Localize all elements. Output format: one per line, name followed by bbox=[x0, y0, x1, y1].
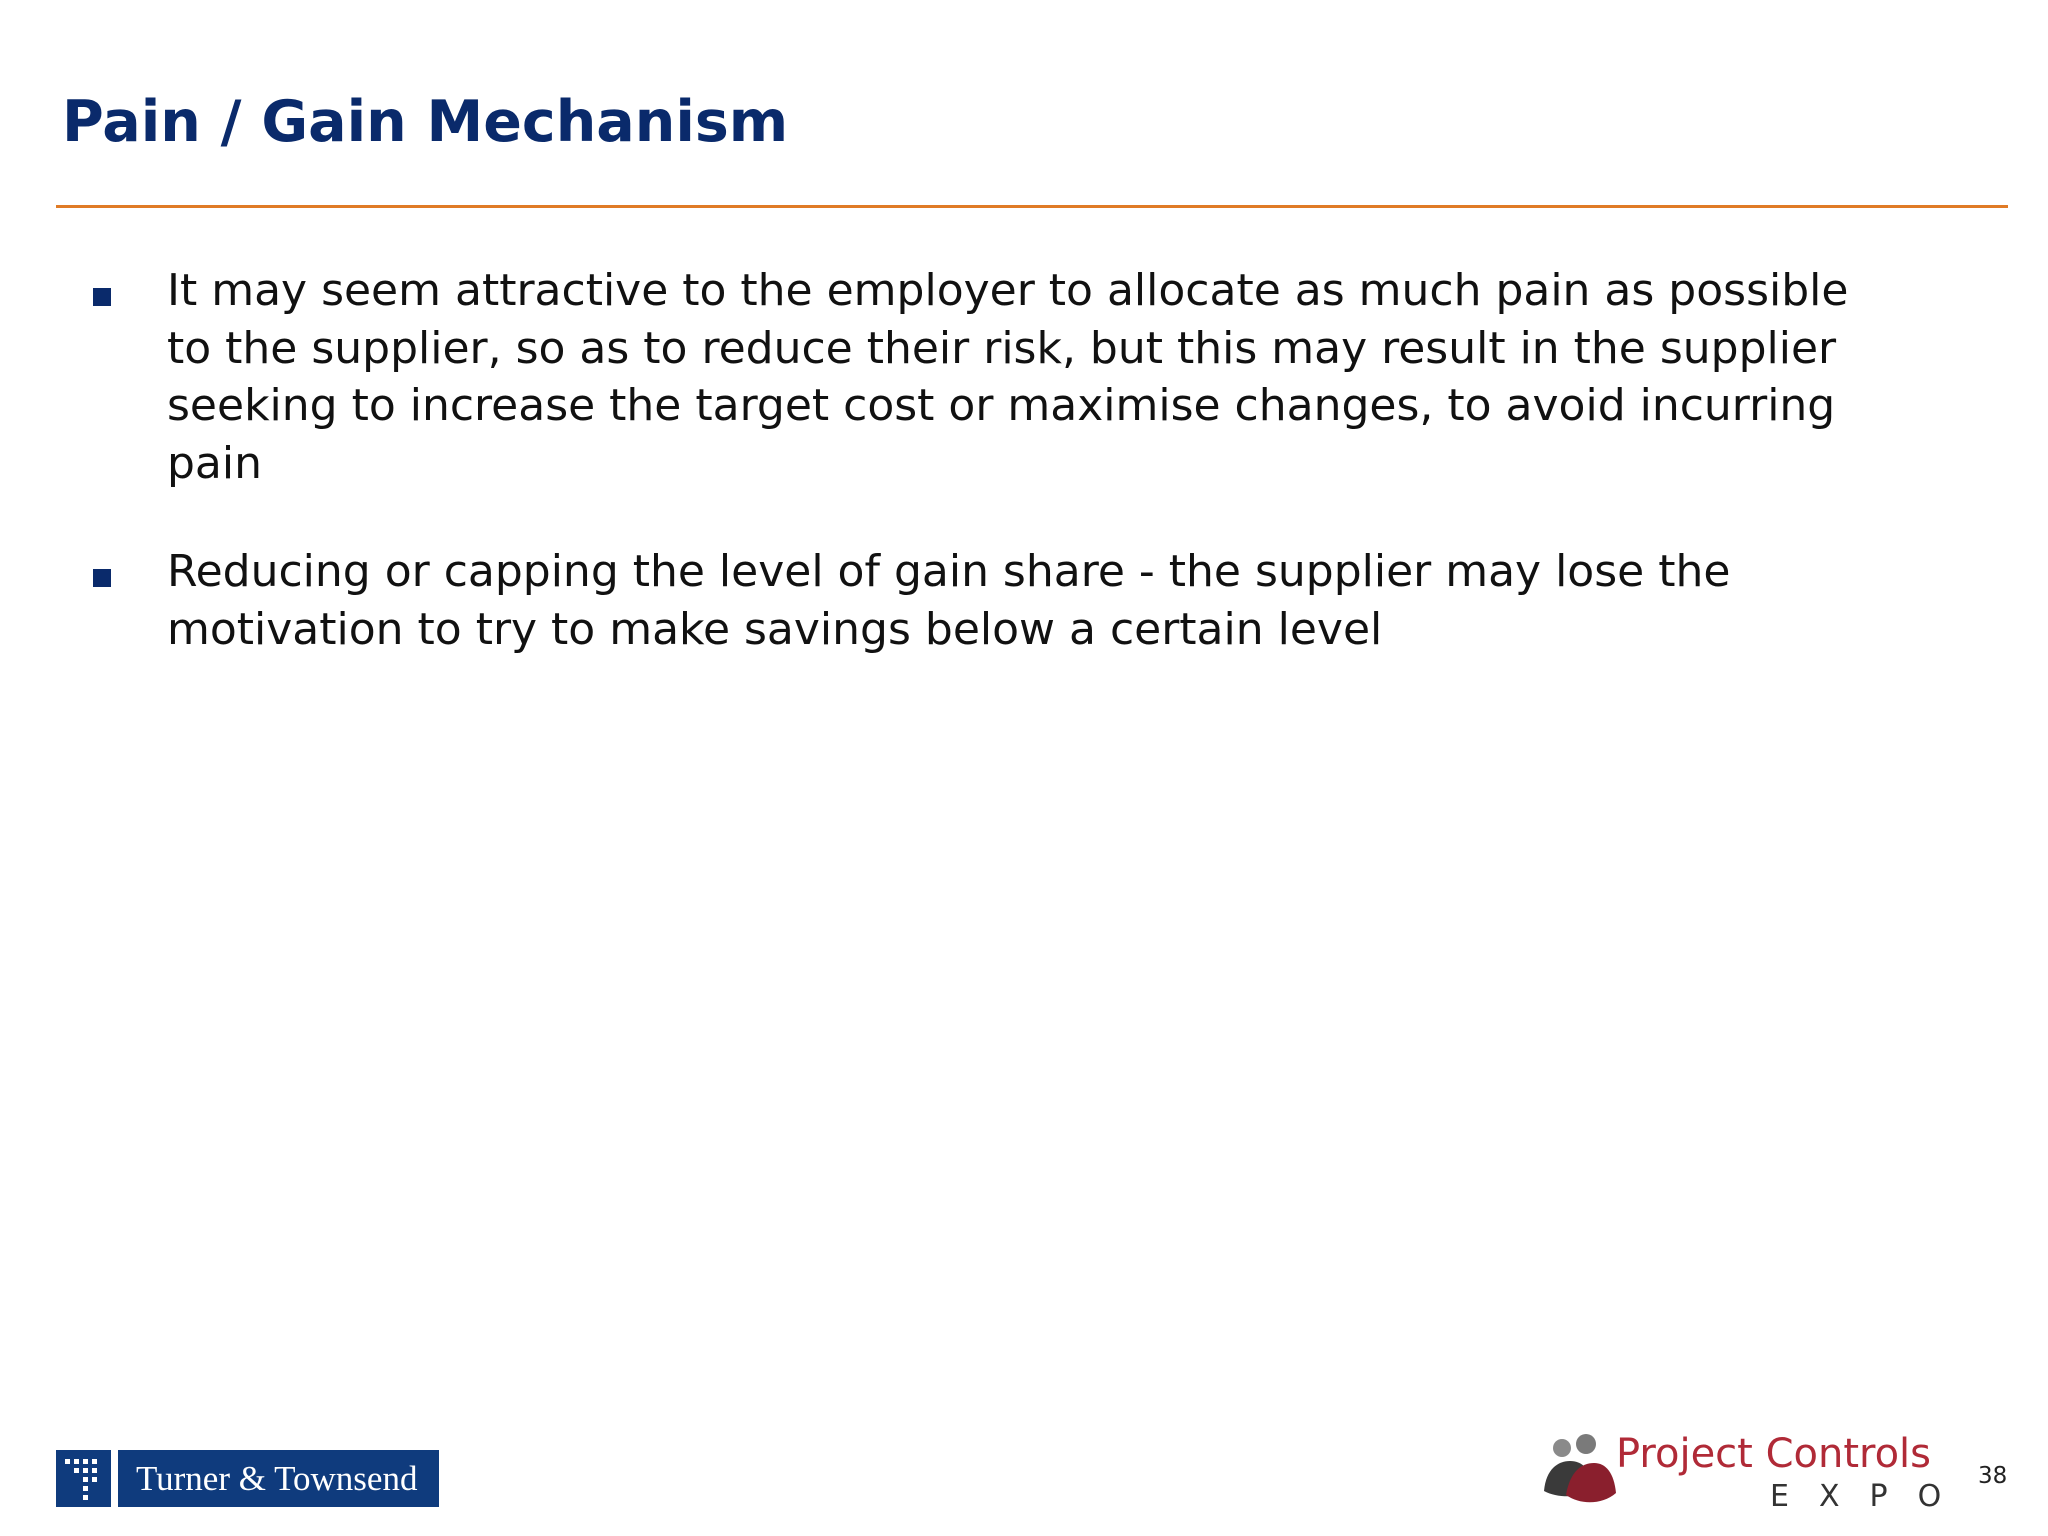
event-logo-sub: EXPO bbox=[1770, 1479, 1972, 1514]
bullet-item bbox=[0, 543, 1900, 658]
square-bullet-icon bbox=[93, 288, 111, 306]
bullet-text: It may seem attractive to the employer to allocate as much pain as possible to the supplier, so as to reduce their risk, but this may result in the supplier seeking to increase the target cost or maximise changes, to avoid incurring pain bbox=[167, 265, 1849, 489]
bullet-list bbox=[0, 262, 1900, 709]
bullet-item bbox=[0, 262, 1900, 492]
event-logo-name: Project Controls bbox=[1616, 1431, 1931, 1477]
people-icon bbox=[1540, 1425, 1620, 1525]
title-divider bbox=[56, 205, 2008, 208]
square-bullet-icon bbox=[93, 569, 111, 587]
page-number: 38 bbox=[1978, 1463, 2008, 1489]
bullet-text: Reducing or capping the level of gain share - the supplier may lose the motivation to try to make savings below a certain level bbox=[167, 546, 1731, 655]
turner-townsend-logo bbox=[56, 1450, 439, 1507]
dot-grid-icon bbox=[56, 1450, 111, 1507]
project-controls-expo-logo bbox=[1530, 1425, 1972, 1525]
turner-townsend-logo-text: Turner & Townsend bbox=[118, 1450, 439, 1507]
slide-title: Pain / Gain Mechanism bbox=[62, 89, 789, 155]
